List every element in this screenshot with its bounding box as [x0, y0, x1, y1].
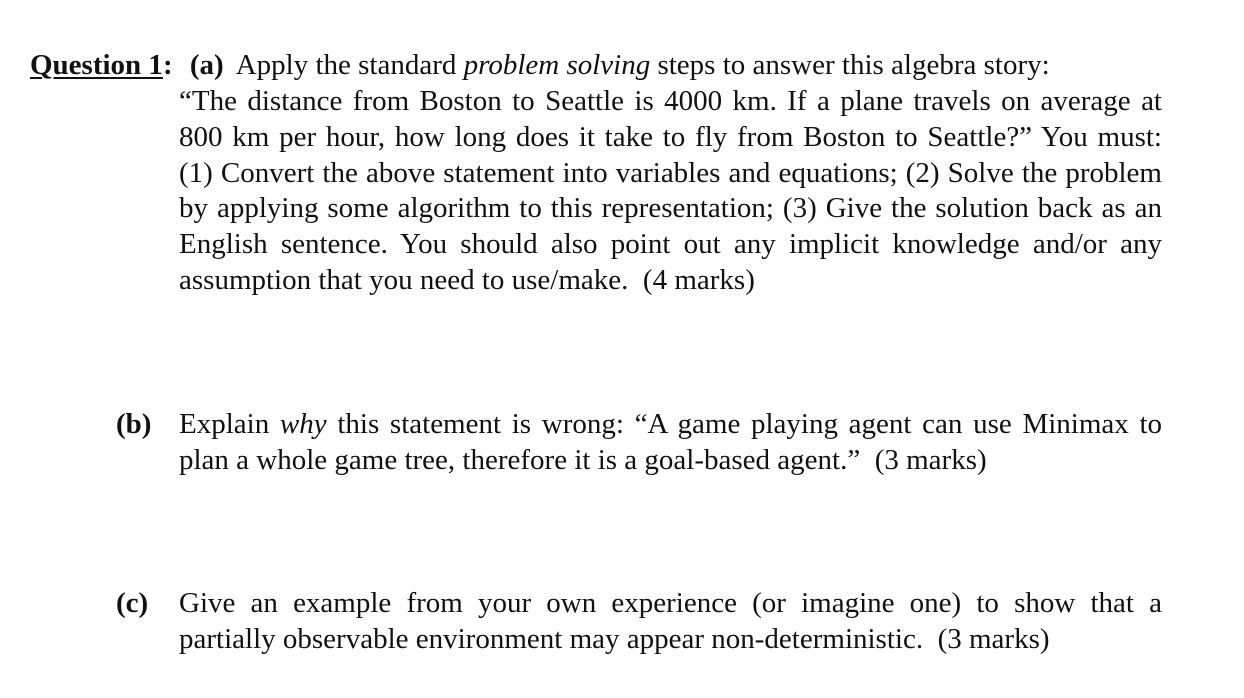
question-label: Question 1 [30, 49, 163, 81]
part-a-marker: (a) [189, 49, 224, 81]
part-b-after: this statement is wrong: “A game playing agent can use Minimax to plan a whole game tree, therefore it is a goal-based agent.” [179, 408, 1163, 476]
question-colon: : [162, 49, 173, 81]
question-header [30, 48, 1050, 83]
part-b-marker: (b) [116, 408, 152, 440]
part-c-marks: (3 marks) [937, 622, 1050, 655]
part-a-text: “The distance from Boston to Seattle is 4000 km. If a plane travels on average at 800 km per hour, how long does it take to fly from Boston to Seattle?” You must: (1) Convert the above statement into variables and equations; (2) Solve the problem by applying some algorithm to this representation; (3) Give the solution back as an English sentence. You should also point out any implicit knowledge and/or any assumption that you need to use/make. [179, 85, 1162, 296]
part-a-intro-before: Apply the standard [235, 49, 457, 81]
part-b-marks: (3 marks) [874, 443, 987, 476]
part-c-marker: (c) [116, 587, 149, 619]
part-c-body [179, 586, 1162, 658]
part-a-body [179, 84, 1162, 299]
part-b-body [179, 407, 1162, 479]
part-b-emphasis: why [279, 408, 327, 440]
part-a-intro-emphasis: problem solving [463, 49, 651, 81]
part-b-before: Explain [179, 408, 270, 440]
part-a-intro-after: steps to answer this algebra story: [657, 49, 1050, 81]
part-a-marks: (4 marks) [642, 263, 755, 296]
part-c-text: Give an example from your own experience (or imagine one) to show that a partially observable environment may appear non-deterministic. [179, 587, 1162, 655]
